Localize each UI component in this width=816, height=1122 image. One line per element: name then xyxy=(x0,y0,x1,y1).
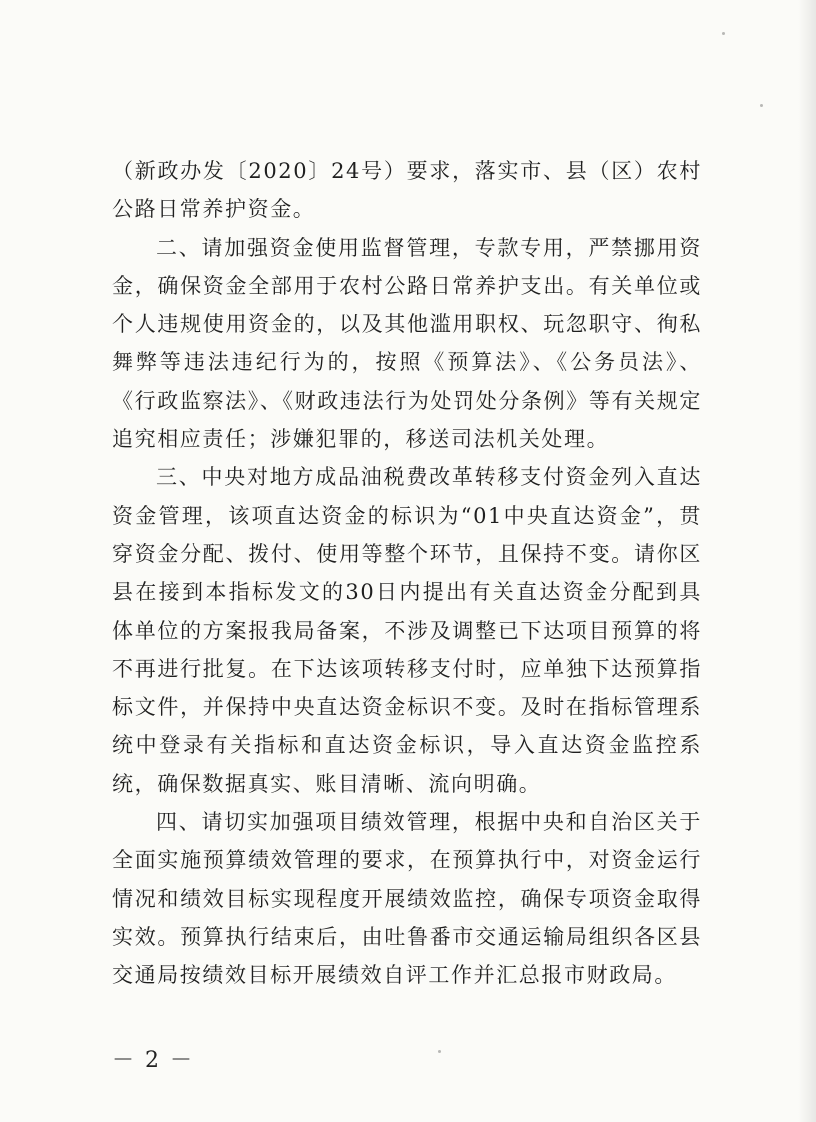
scan-speck xyxy=(760,104,763,107)
paragraph-direct-funds: 三、中央对地方成品油税费改革转移支付资金列入直达资金管理，该项直达资金的标识为“01中央直达资金”，贯穿资金分配、拨付、使用等整个环节，且保持不变。请你区县在接到本指标发文的30日内提出有关直达资金分配到具体单位的方案报我局备案，不涉及调整已下达项目预算的将不再进行批复。在下达该项转移支付时，应单独下达预算指标文件，并保持中央直达资金标识不变。及时在指标管理系统中登录有关指标和直达资金标识，导入直达资金监控系统，确保数据真实、账目清晰、流向明确。 xyxy=(112,465,702,796)
document-body xyxy=(112,152,702,995)
paragraph-fund-supervision: 二、请加强资金使用监督管理，专款专用，严禁挪用资金，确保资金全部用于农村公路日常养护支出。有关单位或个人违规使用资金的，以及其他滥用职权、玩忽职守、徇私舞弊等违法违纪行为的，按照《预算法》、《公务员法》、《行政监察法》、《财政违法行为处罚处分条例》等有关规定追究相应责任；涉嫌犯罪的，移送司法机关处理。 xyxy=(112,235,702,452)
paragraph-performance-management: 四、请切实加强项目绩效管理，根据中央和自治区关于全面实施预算绩效管理的要求，在预算执行中，对资金运行情况和绩效目标实现程度开展绩效监控，确保专项资金取得实效。预算执行结束后，由吐鲁番市交通运输局组织各区县交通局按绩效目标开展绩效自评工作并汇总报市财政局。 xyxy=(112,810,702,988)
scan-edge-shadow xyxy=(798,0,816,1122)
scan-speck xyxy=(722,32,725,35)
scan-speck xyxy=(438,1050,441,1053)
paragraph-continuation: （新政办发〔2020〕24号）要求，落实市、县（区）农村公路日常养护资金。 xyxy=(112,159,702,222)
page-number: － 2 － xyxy=(112,1048,194,1073)
